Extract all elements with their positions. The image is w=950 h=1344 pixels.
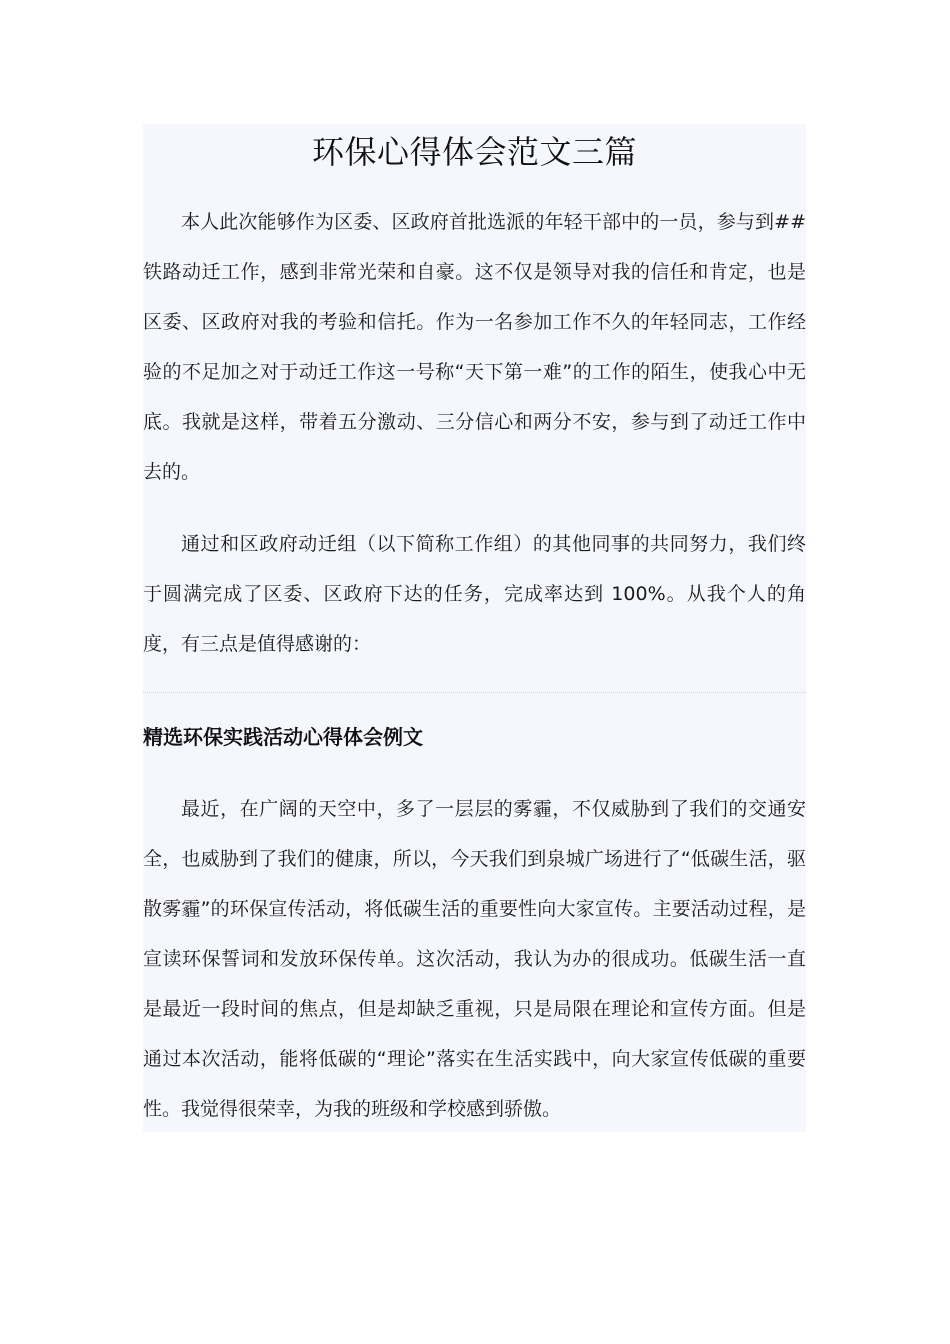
document-title: 环保心得体会范文三篇 <box>311 133 637 171</box>
section-heading: 精选环保实践活动心得体会例文 <box>143 725 423 749</box>
paragraph-1: 本人此次能够作为区委、区政府首批选派的年轻干部中的一员，参与到##铁路动迁工作，感到非常光荣和自豪。这不仅是领导对我的信任和肯定，也是区委、区政府对我的考验和信托。作为一名参加工作不久的年轻同志，工作经验的不足加之对于动迁工作这一号称“天下第一难”的工作的陌生，使我心中无底。我就是这样，带着五分激动、三分信心和两分不安，参与到了动迁工作中去的。 <box>143 211 806 483</box>
section-divider <box>143 692 806 693</box>
document-content <box>143 124 806 1132</box>
paragraph-2: 通过和区政府动迁组（以下简称工作组）的其他同事的共同努力，我们终于圆满完成了区委、区政府下达的任务，完成率达到 100%。从我个人的角度，有三点是值得感谢的： <box>143 533 806 655</box>
paragraph-3: 最近，在广阔的天空中，多了一层层的雾霾，不仅威胁到了我们的交通安全，也威胁到了我们的健康，所以，今天我们到泉城广场进行了“低碳生活，驱散雾霾”的环保宣传活动，将低碳生活的重要性向大家宣传。主要活动过程，是宣读环保誓词和发放环保传单。这次活动，我认为办的很成功。低碳生活一直是最近一段时间的焦点，但是却缺乏重视，只是局限在理论和宣传方面。但是通过本次活动，能将低碳的“理论”落实在生活实践中，向大家宣传低碳的重要性。我觉得很荣幸，为我的班级和学校感到骄傲。 <box>143 798 806 1120</box>
